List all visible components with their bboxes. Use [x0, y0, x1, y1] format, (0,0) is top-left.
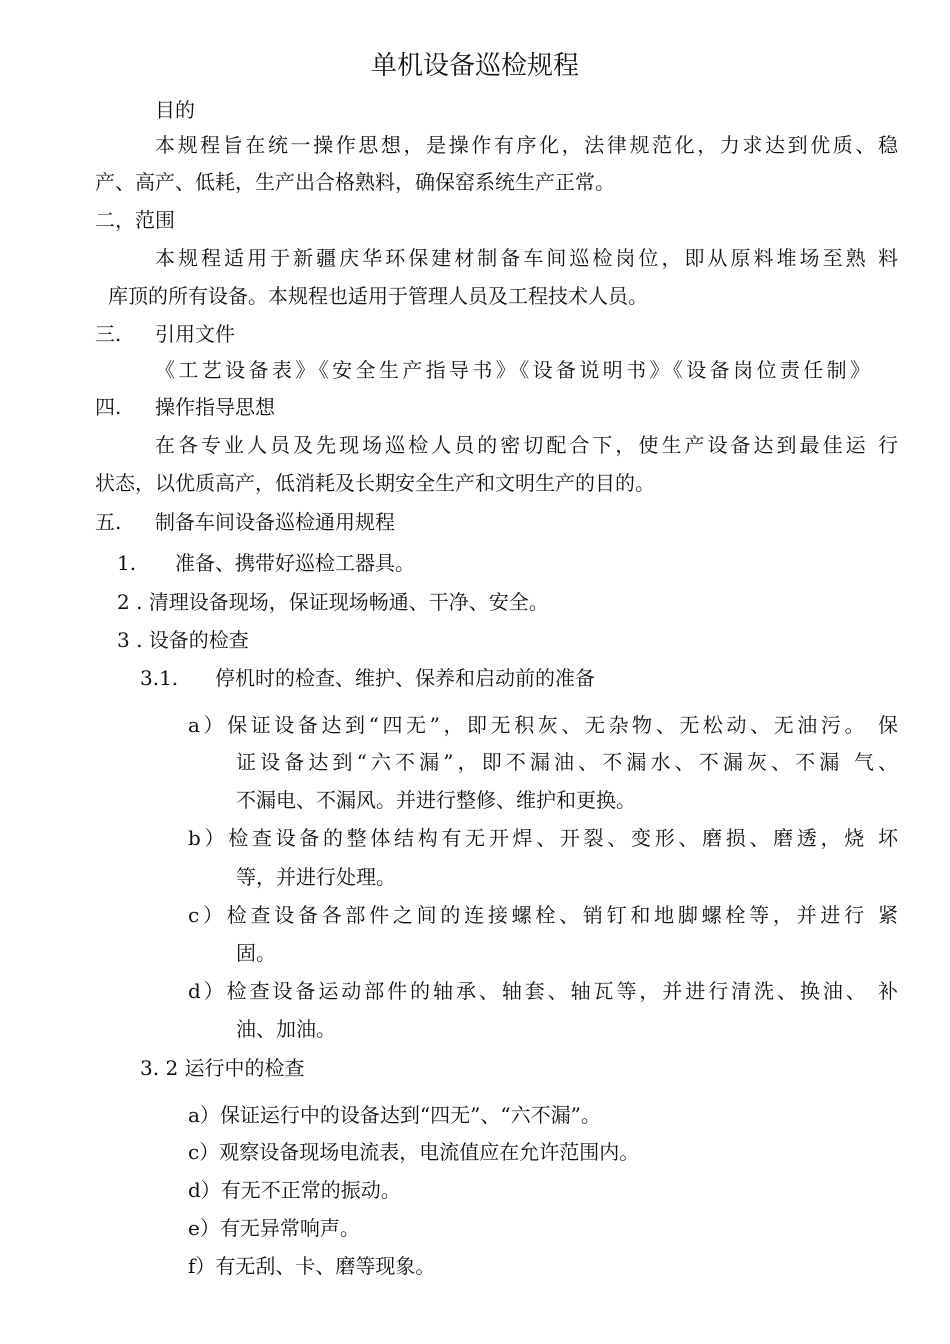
item-2-text: 2 . 清理设备现场，保证现场畅通、干净、安全。	[117, 590, 549, 614]
section-4-line-1: 在各专业人员及先现场巡检人员的密切配合下，使生产设备达到最佳运 行	[155, 433, 898, 457]
section-5-heading: 制备车间设备巡检通用规程	[155, 510, 395, 534]
check-b-line-2: 等，并进行处理。	[236, 865, 396, 889]
check-a-line-2: 证设备达到“六不漏”，即不漏油、不漏水、不漏灰、不漏 气、	[236, 750, 898, 774]
section-3-number: 三.	[95, 322, 122, 346]
purpose-line-1: 本规程旨在统一操作思想，是操作有序化，法律规范化，力求达到优质、稳	[155, 133, 898, 157]
section-2-heading: 二，范围	[95, 208, 175, 232]
section-4-line-2: 状态，以优质高产，低消耗及长期安全生产和文明生产的目的。	[95, 471, 655, 495]
check-c-line-2: 固。	[236, 941, 276, 965]
check-a-line-1: a）保证设备达到“四无”，即无积灰、无杂物、无松动、无油污。 保	[188, 713, 898, 737]
item-3-2-text: 3. 2 运行中的检查	[140, 1056, 305, 1080]
check-d-line-1: d）检查设备运动部件的轴承、轴套、轴瓦等，并进行清洗、换油、 补	[188, 979, 898, 1003]
running-check-d: d）有无不正常的振动。	[188, 1178, 401, 1202]
check-b-line-1: b）检查设备的整体结构有无开焊、开裂、变形、磨损、磨透，烧 坏	[188, 826, 898, 850]
section-5-number: 五.	[95, 510, 122, 534]
document-title: 单机设备巡检规程	[370, 51, 579, 81]
section-3-line-1: 《工艺设备表》《安全生产指导书》《设备说明书》《设备岗位责任制》	[155, 358, 870, 382]
purpose-line-2: 产、高产、低耗，生产出合格熟料，确保窑系统生产正常。	[95, 170, 615, 194]
section-4-number: 四.	[95, 395, 122, 419]
running-check-f: f）有无刮、卡、磨等现象。	[188, 1254, 436, 1278]
running-check-c: c）观察设备现场电流表，电流值应在允许范围内。	[188, 1140, 640, 1164]
section-2-line-1: 本规程适用于新疆庆华环保建材制备车间巡检岗位，即从原料堆场至熟 料	[155, 246, 898, 270]
check-d-line-2: 油、加油。	[236, 1017, 336, 1041]
check-c-line-1: c）检查设备各部件之间的连接螺栓、销钉和地脚螺栓等，并进行 紧	[188, 903, 898, 927]
section-4-heading: 操作指导思想	[155, 395, 275, 419]
check-a-line-3: 不漏电、不漏风。并进行整修、维护和更换。	[236, 788, 636, 812]
item-3-text: 3 . 设备的检查	[117, 628, 249, 652]
running-check-a: a）保证运行中的设备达到“四无”、“六不漏”。	[188, 1103, 601, 1127]
section-3-heading: 引用文件	[155, 322, 235, 346]
item-3-1-number: 3.1.	[140, 666, 179, 690]
section-2-line-2: 库顶的所有设备。本规程也适用于管理人员及工程技术人员。	[108, 284, 648, 308]
item-3-1-text: 停机时的检查、维护、保养和启动前的准备	[215, 666, 595, 690]
purpose-heading: 目的	[155, 98, 195, 122]
item-1-number: 1.	[117, 551, 137, 575]
item-1-text: 准备、携带好巡检工器具。	[175, 551, 415, 575]
running-check-e: e）有无异常响声。	[188, 1216, 360, 1240]
